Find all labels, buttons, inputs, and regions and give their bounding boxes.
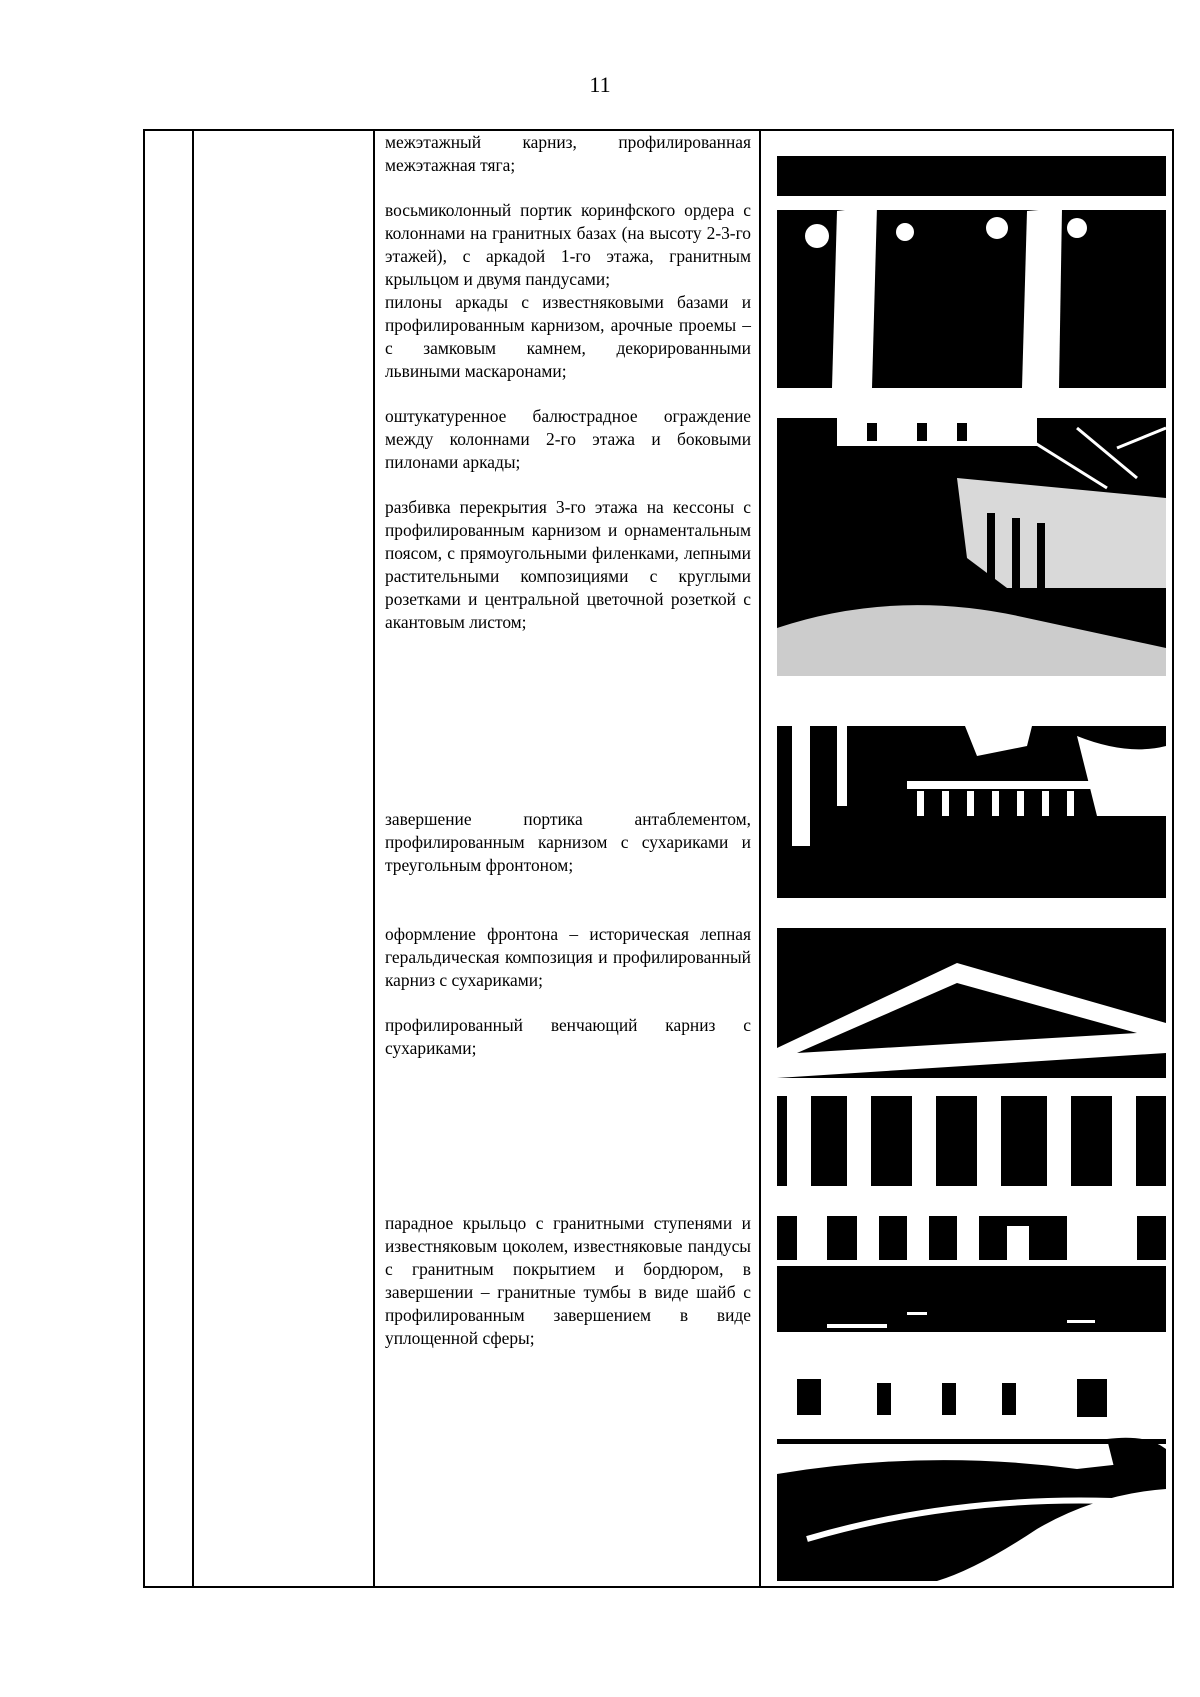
feature-item: разбивка перекрытия 3-го этажа на кессоны с профилированным карнизом и орнаментальным поясом, с прямоугольными филенками, лепными растительными композициями с круглыми розетками и центральной цветочной розеткой с акантовым листом; [385, 497, 751, 632]
feature-item: пилоны аркады с известняковыми базами и профилированным карнизом, арочные проемы – с замковым камнем, декорированными львиными маскаронами; [385, 292, 751, 381]
photo-balustrade [777, 706, 1166, 898]
features-description-column [385, 131, 751, 1350]
feature-item: оформление фронтона – историческая лепная геральдическая композиция и профилированный карниз с сухариками; [385, 924, 751, 990]
photo-colonnade-detail [777, 1216, 1166, 1332]
feature-item: парадное крыльцо с гранитными ступенями и известняковым цоколем, известняковые пандусы с гранитным покрытием и бордюром, в завершении – гранитные тумбы в виде шайб с профилированным завершением в виде уплощенной сферы; [385, 1213, 751, 1348]
feature-item: профилированный венчающий карниз с сухариками; [385, 1015, 751, 1058]
table-column-divider [192, 131, 194, 1586]
feature-item: завершение портика антаблементом, профилированным карнизом с сухариками и треугольным фронтоном; [385, 809, 751, 875]
page-number: 11 [589, 72, 611, 97]
table-column-divider [759, 131, 761, 1586]
feature-item: восьмиколонный портик коринфского ордера с колоннами на гранитных базах (на высоту 2-3-го этажей), с аркадой 1-го этажа, гранитным крыльцом и двумя пандусами; [385, 200, 751, 289]
feature-item: оштукатуренное балюстрадное ограждение между колоннами 2-го этажа и боковыми пилонами аркады; [385, 406, 751, 472]
photo-columns-bases [777, 156, 1166, 388]
feature-item: межэтажный карниз, профилированная межэтажная тяга; [385, 132, 751, 175]
table-column-divider [373, 131, 375, 1586]
photo-entrance-steps [777, 1379, 1166, 1581]
photo-arcade-portico [777, 418, 1166, 676]
photo-pediment-portico [777, 928, 1166, 1186]
